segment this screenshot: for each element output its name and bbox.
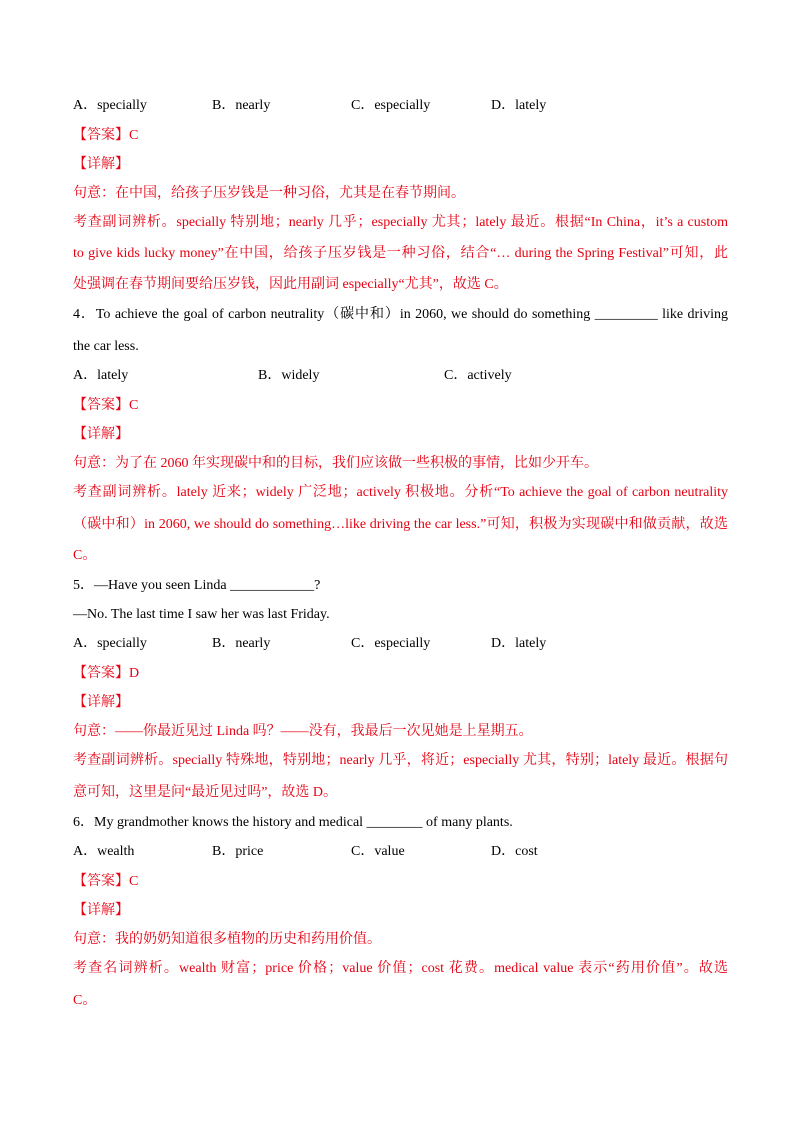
q5-option-d: D．lately	[491, 636, 547, 651]
q4-analysis-line-3: C。	[73, 548, 97, 563]
q4-stem-line-2: the car less.	[73, 339, 139, 354]
q4-option-c: C．actively	[444, 368, 512, 383]
q6-meaning: 句意：我的奶奶知道很多植物的历史和药用价值。	[73, 932, 381, 947]
q4-analysis-line-1: 考查副词辨析。lately 近来；widely 广泛地；actively 积极地。分析“To achieve the goal of carbon neutrality	[73, 485, 728, 500]
q3-analysis-line-3: 处强调在春节期间要给压岁钱，因此用副词 especially“尤其”，故选 C。	[73, 277, 508, 292]
q6-analysis-line-2: C。	[73, 993, 97, 1008]
q3-option-d: D．lately	[491, 98, 547, 113]
q5-option-c: C．especially	[351, 636, 431, 651]
q6-option-a: A．wealth	[73, 844, 135, 859]
q3-analysis-line-1: 考查副词辨析。specially 特别地；nearly 几乎；especially 尤其；lately 最近。根据“In China，it’s a custom	[73, 215, 728, 230]
q5-stem-line-2: —No. The last time I saw her was last Friday.	[73, 607, 330, 622]
q5-analysis-line-2: 意可知，这里是问“最近见过吗”，故选 D。	[73, 785, 338, 800]
q5-analysis-line-1: 考查副词辨析。specially 特殊地，特别地；nearly 几乎，将近；especially 尤其，特别；lately 最近。根据句	[73, 753, 728, 768]
q4-analysis-line-2: （碳中和）in 2060, we should do something…like driving the car less.”可知，积极为实现碳中和做贡献，故选	[73, 517, 728, 532]
q4-meaning: 句意：为了在 2060 年实现碳中和的目标，我们应该做一些积极的事情，比如少开车。	[73, 456, 598, 471]
q3-answer: 【答案】C	[73, 128, 139, 143]
q3-option-c: C．especially	[351, 98, 431, 113]
q4-option-a: A．lately	[73, 368, 129, 383]
q5-option-b: B．nearly	[212, 636, 271, 651]
q5-option-a: A．specially	[73, 636, 147, 651]
q3-meaning: 句意：在中国，给孩子压岁钱是一种习俗，尤其是在春节期间。	[73, 186, 465, 201]
q3-option-b: B．nearly	[212, 98, 271, 113]
q6-option-b: B．price	[212, 844, 264, 859]
q6-detail-heading: 【详解】	[73, 903, 129, 918]
q4-detail-heading: 【详解】	[73, 427, 129, 442]
q5-detail-heading: 【详解】	[73, 695, 129, 710]
q3-analysis-line-2: to give kids lucky money”在中国，给孩子压岁钱是一种习俗，结合“… during the Spring Festival”可知，此	[73, 246, 728, 261]
q3-detail-heading: 【详解】	[73, 157, 129, 172]
q6-analysis-line-1: 考查名词辨析。wealth 财富；price 价格；value 价值；cost 花费。medical value 表示“药用价值”。故选	[73, 961, 728, 976]
q4-stem-line-1: 4．To achieve the goal of carbon neutrality（碳中和）in 2060, we should do something _________ like driving	[73, 307, 728, 322]
q6-answer: 【答案】C	[73, 874, 139, 889]
q5-meaning: 句意：——你最近见过 Linda 吗？——没有，我最后一次见她是上星期五。	[73, 724, 533, 739]
q6-option-c: C．value	[351, 844, 405, 859]
q5-stem-line-1: 5．—Have you seen Linda ____________?	[73, 578, 321, 593]
q6-option-d: D．cost	[491, 844, 538, 859]
q3-option-a: A．specially	[73, 98, 147, 113]
q4-answer: 【答案】C	[73, 398, 139, 413]
q4-option-b: B．widely	[258, 368, 320, 383]
q6-stem-line-1: 6．My grandmother knows the history and medical ________ of many plants.	[73, 815, 513, 830]
q5-answer: 【答案】D	[73, 666, 140, 681]
